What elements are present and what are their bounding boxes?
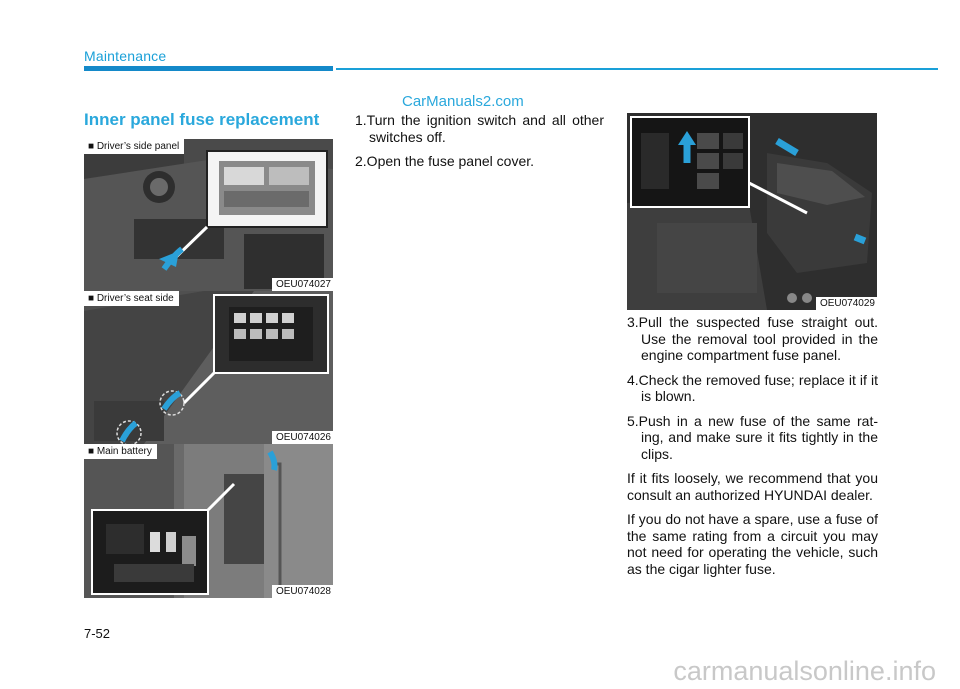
step-3: 3.Pull the suspected fuse straight out. Use the removal tool provided in the engine compartment fuse panel. (627, 314, 878, 363)
figure-driver-side-panel (84, 139, 333, 291)
figure-tag: ■ Driver’s seat side (84, 291, 179, 306)
paragraph-loose-fuse: If it fits loosely, we recommend that you consult an authorized HYUNDAI dealer. (627, 470, 878, 503)
step-5: 5.Push in a new fuse of the same rat- ing, and make sure it fits tightly in the clips. (627, 412, 878, 462)
section-rule-light (336, 68, 938, 70)
step-2: 2.Open the fuse panel cover. (355, 153, 535, 169)
figure-code: OEU074028 (272, 585, 333, 598)
figure-code: OEU074026 (272, 431, 333, 444)
section-rule-dark (84, 66, 333, 71)
steps-column-left (355, 112, 604, 178)
figure-tag: ■ Driver’s side panel (84, 139, 184, 154)
figure-code: OEU074029 (816, 297, 877, 310)
figure-tag: ■ Main battery (84, 444, 157, 459)
figure-main-battery (84, 444, 333, 598)
steps-column-right (627, 314, 878, 585)
step-1: 1.Turn the ignition switch and all other switches off. (355, 112, 604, 145)
footer-watermark: carmanualsonline.info (673, 656, 936, 686)
paragraph-no-spare: If you do not have a spare, use a fuse of the same rating from a circuit you may not need for operating the vehicle, such as the cigar lighter fuse. (627, 511, 878, 577)
figure-code: OEU074027 (272, 278, 333, 291)
section-title: Maintenance (84, 48, 167, 64)
step-4: 4.Check the removed fuse; replace it if it is blown. (627, 371, 878, 404)
figure-engine-fuse-box (627, 113, 877, 310)
figure-driver-seat-side (84, 291, 333, 444)
watermark: CarManuals2.com (402, 93, 524, 110)
page-heading: Inner panel fuse replacement (84, 110, 320, 129)
page-number: 7-52 (84, 626, 111, 641)
